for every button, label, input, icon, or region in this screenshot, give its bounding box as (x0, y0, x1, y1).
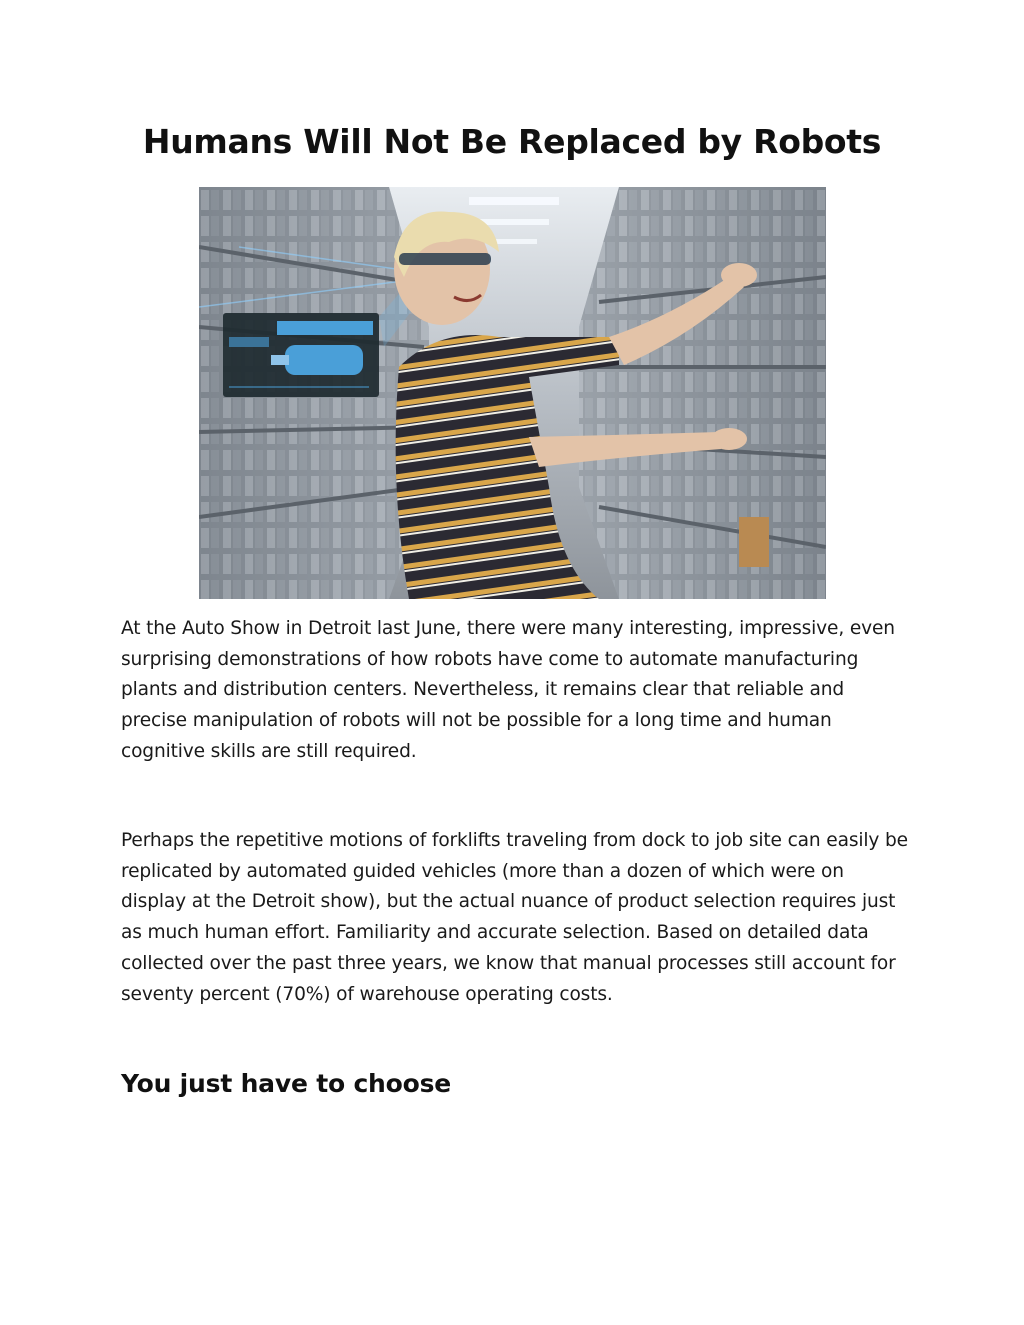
paragraph-2: Perhaps the repetitive motions of forklifts traveling from dock to job site can easily be replicated by automated guided vehicles (more than a dozen of which were on display at the Detroit show), but the actual nuance of product selection requires just as much human effort. Familiarity and accurate selection. Based on detailed data collected over the past three years, we know that manual processes still account for seventy percent (70%) of warehouse operating costs. (121, 830, 908, 1005)
paragraph-1: At the Auto Show in Detroit last June, there were many interesting, impressive, even surprising demonstrations of how robots have come to automate manufacturing plants and distribution centers. Nevertheless, it remains clear that reliable and precise manipulation of robots will not be possible for a long time and human cognitive skills are still required. (121, 618, 895, 762)
page-title: Humans Will Not Be Replaced by Robots (142, 122, 882, 161)
warehouse-photo (199, 187, 826, 599)
section-heading: You just have to choose (121, 1069, 452, 1098)
